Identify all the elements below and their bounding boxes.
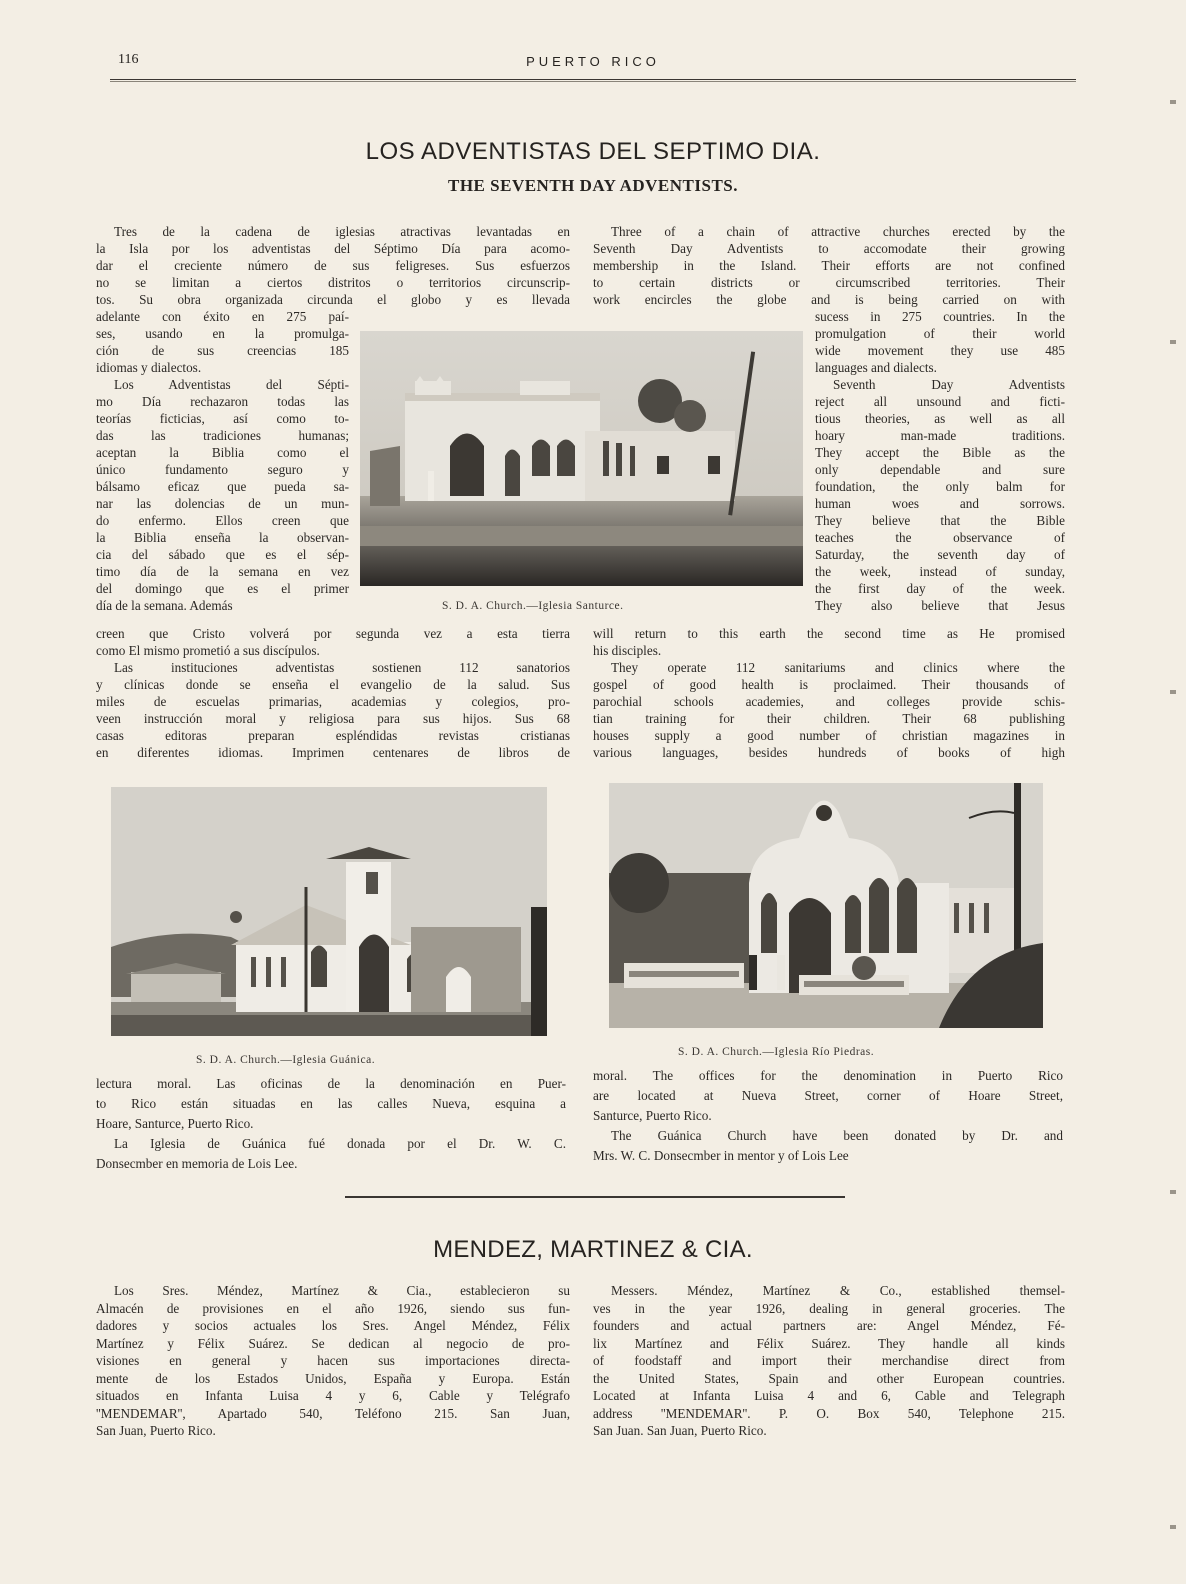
header-rule-secondary — [110, 81, 1076, 82]
spanish-paragraph-line: San Juan, Puerto Rico. — [96, 1423, 216, 1438]
spanish-paragraph-line: miles de escuelas primarias, academias y colegios, pro- — [96, 694, 570, 709]
spanish-paragraph-line: casas editoras preparan espléndidas revistas cristianas — [96, 728, 570, 743]
spanish-paragraph-line: idiomas y dialectos. — [96, 360, 202, 375]
photo-guanica-church — [111, 787, 547, 1036]
english-paragraph-line: The Guánica Church have been donated by Dr. and — [611, 1128, 1063, 1143]
english-paragraph-line: Mrs. W. C. Donsecmber in mentor y of Lois Lee — [593, 1148, 849, 1163]
spanish-paragraph-line: en diferentes idiomas. Imprimen centenares de libros de — [96, 745, 570, 760]
spanish-paragraph-line: Hoare, Santurce, Puerto Rico. — [96, 1116, 254, 1131]
spanish-paragraph-line: Almacén de provisiones en el año 1926, siendo sus fun- — [96, 1300, 570, 1316]
spanish-paragraph-line: teorías ficticias, así como to- — [96, 411, 349, 426]
english-paragraph-line: Three of a chain of attractive churches erected by the — [611, 224, 1065, 239]
english-paragraph-line: moral. The offices for the denomination in Puerto Rico — [593, 1068, 1063, 1083]
english-paragraph-line: the United States, Spain and other European countries. — [593, 1370, 1065, 1386]
english-paragraph-line: Located at Infanta Luisa 4 and 6, Cable and Telegraph — [593, 1388, 1065, 1403]
english-paragraph-line: membership in the Island. Their efforts are not confined — [593, 258, 1065, 273]
photo-santurce-church — [360, 331, 803, 586]
english-paragraph-line: will return to this earth the second time as He promised — [593, 626, 1065, 641]
spanish-paragraph-line: La Iglesia de Guánica fué donada por el Dr. W. C. — [114, 1136, 566, 1151]
english-paragraph-line: tious theories, as well as all — [815, 411, 1065, 426]
spanish-paragraph-line: la Biblia enseña la observan- — [96, 530, 349, 545]
photo-rio-piedras-church — [609, 783, 1043, 1028]
english-paragraph-line: Saturday, the seventh day of — [815, 547, 1065, 562]
english-paragraph-line: the week, instead of sunday, — [815, 564, 1065, 579]
spanish-paragraph-line: lectura moral. Las oficinas de la denominación en Puer- — [96, 1076, 566, 1091]
caption-santurce: S. D. A. Church.—Iglesia Santurce. — [442, 600, 624, 612]
english-paragraph-line: hoary man-made traditions. — [815, 428, 1065, 443]
english-paragraph-line: his disciples. — [593, 643, 662, 658]
spanish-paragraph-line: ''MENDEMAR'', Apartado 540, Teléfono 215. San Juan, — [96, 1405, 570, 1421]
edge-mark — [1170, 1525, 1176, 1529]
spanish-paragraph-line: dar el creciente número de sus feligreses. Sus esfuerzos — [96, 258, 570, 273]
english-paragraph-line: ves in the year 1926, dealing in general groceries. The — [593, 1300, 1065, 1316]
spanish-paragraph-line: veen instrucción moral y religiosa para sus hijos. Sus 68 — [96, 711, 570, 726]
spanish-paragraph-line: bálsamo eficaz que pueda sa- — [96, 479, 349, 494]
spanish-paragraph-line: Los Sres. Méndez, Martínez & Cia., establecieron su — [114, 1283, 570, 1298]
english-paragraph-line: founders and actual partners are: Angel Méndez, Fé- — [593, 1318, 1065, 1333]
english-paragraph-line: tian training for their children. Their 68 publishing — [593, 711, 1065, 726]
english-paragraph-line: address ''MENDEMAR''. P. O. Box 540, Telephone 215. — [593, 1405, 1065, 1421]
spanish-paragraph-line: no se limitan a ciertos distritos o territorios circunscrip- — [96, 275, 570, 290]
english-paragraph-line: gospel of good health is proclaimed. Their thousands of — [593, 677, 1065, 692]
edge-mark — [1170, 1190, 1176, 1194]
section-divider — [345, 1196, 845, 1198]
caption-rio-piedras: S. D. A. Church.—Iglesia Río Piedras. — [678, 1046, 875, 1058]
english-paragraph-line: only dependable and sure — [815, 462, 1065, 477]
english-paragraph-line: of foodstaff and import their merchandise direct from — [593, 1353, 1065, 1368]
article-title-english: THE SEVENTH DAY ADVENTISTS. — [448, 176, 738, 195]
english-paragraph-line: Santurce, Puerto Rico. — [593, 1108, 712, 1123]
spanish-paragraph-line: Donsecmber en memoria de Lois Lee. — [96, 1156, 298, 1171]
spanish-paragraph-line: Martínez y Félix Suárez. Se dedican al negocio de pro- — [96, 1335, 570, 1351]
header-rule — [110, 79, 1076, 80]
english-paragraph-line: wide movement they use 485 — [815, 343, 1065, 358]
edge-mark — [1170, 100, 1176, 104]
spanish-paragraph-line: adelante con éxito en 275 paí- — [96, 309, 349, 324]
edge-mark — [1170, 340, 1176, 344]
article-title-spanish: LOS ADVENTISTAS DEL SEPTIMO DIA. — [365, 138, 821, 165]
english-paragraph-line: parochial schools academies, and colleges provide schis- — [593, 694, 1065, 709]
english-paragraph-line: human woes and sorrows. — [815, 496, 1065, 511]
spanish-paragraph-line: del domingo que es el primer — [96, 581, 349, 596]
english-paragraph-line: are located at Nueva Street, corner of Hoare Street, — [593, 1088, 1063, 1103]
spanish-paragraph-line: cia del sábado que es el sép- — [96, 547, 349, 562]
article-title-mendez: MENDEZ, MARTINEZ & CIA. — [433, 1236, 753, 1263]
spanish-paragraph-line: la Isla por los adventistas del Séptimo Día para acomo- — [96, 241, 570, 256]
english-paragraph-line: languages and dialects. — [815, 360, 937, 375]
english-paragraph-line: Seventh Day Adventists — [833, 377, 1065, 392]
spanish-paragraph-line: situados en Infanta Luisa 4 y 6, Cable y Telégrafo — [96, 1388, 570, 1403]
spanish-paragraph-line: Tres de la cadena de iglesias atractivas levantadas en — [114, 224, 570, 239]
spanish-paragraph-line: do enfermo. Ellos creen que — [96, 513, 349, 528]
spanish-paragraph-line: timo día de la semana en vez — [96, 564, 349, 579]
english-paragraph-line: sucess in 275 countries. In the — [815, 309, 1065, 324]
english-paragraph-line: houses supply a good number of christian magazines in — [593, 728, 1065, 743]
spanish-paragraph-line: único fundamento seguro y — [96, 462, 349, 477]
english-paragraph-line: foundation, the only balm for — [815, 479, 1065, 494]
spanish-paragraph-line: ción de sus creencias 185 — [96, 343, 349, 358]
english-paragraph-line: work encircles the globe and is being carried on with — [593, 292, 1065, 307]
english-paragraph-line: Messers. Méndez, Martínez & Co., established themsel- — [611, 1283, 1065, 1298]
english-paragraph-line: They also believe that Jesus — [815, 598, 1065, 613]
english-paragraph-line: They believe that the Bible — [815, 513, 1065, 528]
spanish-paragraph-line: visiones en general y hacen sus importaciones directa- — [96, 1353, 570, 1368]
spanish-paragraph-line: nar las dolencias de un mun- — [96, 496, 349, 511]
spanish-paragraph-line: mo Día rechazaron todas las — [96, 394, 349, 409]
spanish-paragraph-line: y clínicas donde se enseña el evangelio de la salud. Sus — [96, 677, 570, 692]
spanish-paragraph-line: tos. Su obra organizada circunda el globo y es llevada — [96, 292, 570, 307]
english-paragraph-line: various languages, besides hundreds of books of high — [593, 745, 1065, 760]
english-paragraph-line: They operate 112 sanitariums and clinics where the — [611, 660, 1065, 675]
english-paragraph-line: They accept the Bible as the — [815, 445, 1065, 460]
page-number: 116 — [118, 52, 139, 67]
english-paragraph-line: Seventh Day Adventists to accomodate their growing — [593, 241, 1065, 256]
spanish-paragraph-line: Los Adventistas del Sépti- — [114, 377, 349, 392]
spanish-paragraph-line: como El mismo prometió a sus discípulos. — [96, 643, 320, 658]
spanish-paragraph-line: creen que Cristo volverá por segunda vez a esta tierra — [96, 626, 570, 641]
spanish-paragraph-line: Las instituciones adventistas sostienen 112 sanatorios — [114, 660, 570, 675]
english-paragraph-line: promulgation of their world — [815, 326, 1065, 341]
spanish-paragraph-line: día de la semana. Además — [96, 598, 233, 613]
spanish-paragraph-line: das las tradiciones humanas; — [96, 428, 349, 443]
caption-guanica: S. D. A. Church.—Iglesia Guánica. — [196, 1054, 376, 1066]
spanish-paragraph-line: mente de los Estados Unidos, España y Europa. Están — [96, 1370, 570, 1386]
english-paragraph-line: lix Martínez and Félix Suárez. They handle all kinds — [593, 1335, 1065, 1351]
spanish-paragraph-line: aceptan la Biblia como el — [96, 445, 349, 460]
spanish-paragraph-line: to Rico están situadas en las calles Nueva, esquina a — [96, 1096, 566, 1111]
english-paragraph-line: teaches the observance of — [815, 530, 1065, 545]
english-paragraph-line: the first day of the week. — [815, 581, 1065, 596]
edge-mark — [1170, 690, 1176, 694]
running-title: PUERTO RICO — [526, 54, 660, 69]
spanish-paragraph-line: dadores y socios actuales los Sres. Angel Méndez, Félix — [96, 1318, 570, 1333]
english-paragraph-line: to certain districts or circumscribed territories. Their — [593, 275, 1065, 290]
spanish-paragraph-line: ses, usando en la promulga- — [96, 326, 349, 341]
english-paragraph-line: reject all unsound and ficti- — [815, 394, 1065, 409]
english-paragraph-line: San Juan. San Juan, Puerto Rico. — [593, 1423, 767, 1438]
